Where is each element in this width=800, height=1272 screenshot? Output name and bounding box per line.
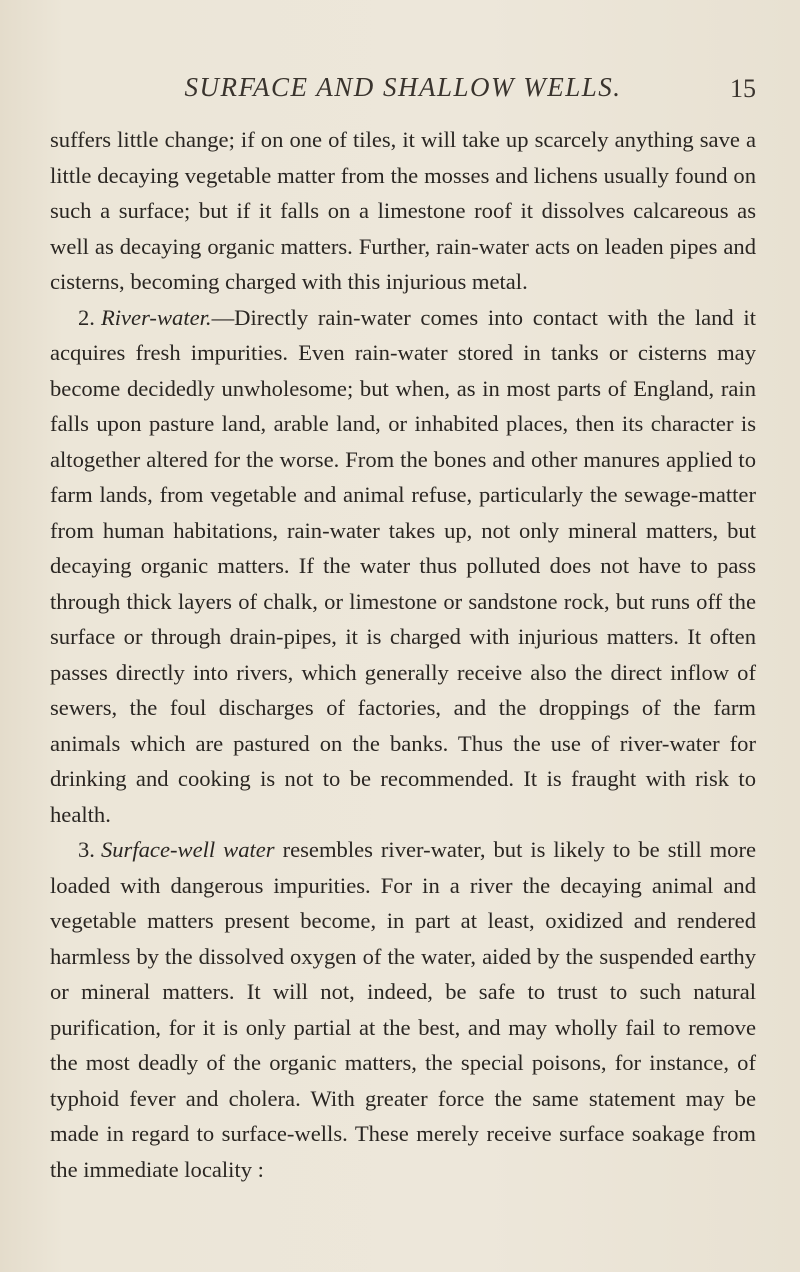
section-heading: Surface-well water bbox=[100, 837, 275, 862]
paragraph-river-water bbox=[50, 300, 756, 833]
section-number: 3. bbox=[78, 837, 95, 862]
body-text bbox=[50, 122, 756, 1187]
paragraph-surface-well-water bbox=[50, 832, 756, 1187]
page-number: 15 bbox=[730, 74, 756, 103]
running-head bbox=[50, 72, 756, 112]
section-heading: River-water. bbox=[100, 304, 212, 330]
paragraph-continuation bbox=[50, 122, 756, 300]
paragraph-text: resembles river-water, but is likely to be still more loaded with dangerous impurities. For in a river the decaying animal and vegetable matters present become, in part at least, oxidized and rendered harmless by the dissolved oxygen of the water, aided by the suspended earthy or mineral matters. It will not, indeed, be safe to trust to such natural purification, for it is only partial at the best, and may wholly fail to remove the most deadly of the organic matters, the special poisons, for instance, of typhoid fever and cholera. With greater force the same statement may be made in regard to surface-wells. These merely receive surface soakage from the immediate locality : bbox=[50, 837, 756, 1182]
paragraph-text: —Directly rain-water comes into contact with the land it acquires fresh impurities. Even rain-water stored in tanks or cisterns may become decidedly unwholesome; but when, as in most parts of England, rain falls upon pasture land, arable land, or inhabited places, then its character is altogether altered for the worse. From the bones and other manures applied to farm lands, from vegetable and animal refuse, particularly the sewage-matter from human habitations, rain-water takes up, not only mineral matters, but decaying organic matters. If the water thus polluted does not have to pass through thick layers of chalk, or limestone or sandstone rock, but runs off the surface or through drain-pipes, it is charged with injurious matters. It often passes directly into rivers, which generally receive also the direct inflow of sewers, the foul discharges of factories, and the droppings of the farm animals which are pastured on the banks. Thus the use of river-water for drinking and cooking is not to be recommended. It is fraught with risk to health. bbox=[50, 304, 756, 827]
section-number: 2. bbox=[78, 304, 95, 330]
paragraph-text: suffers little change; if on one of tiles, it will take up scarcely anything save a little decaying vegetable matter from the mosses and lichens usually found on such a surface; but if it falls on a limestone roof it dissolves calcareous as well as decaying organic matters. Further, rain-water acts on leaden pipes and cisterns, becoming charged with this injurious metal. bbox=[50, 127, 756, 294]
running-title: SURFACE AND SHALLOW WELLS. bbox=[184, 72, 622, 102]
